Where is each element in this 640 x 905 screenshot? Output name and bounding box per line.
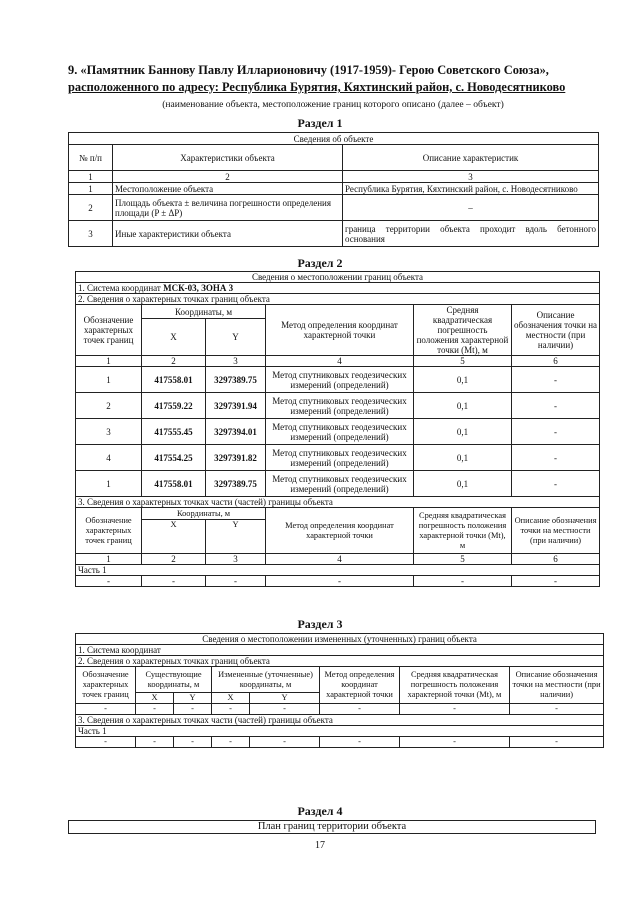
index-cell: 1 (76, 356, 142, 367)
header-method: Метод определения координат характерной точки (320, 667, 400, 704)
point-x: 417555.45 (142, 419, 206, 445)
empty-cell: - (174, 737, 212, 748)
row-description: граница территории объекта проходит вдоль бетонного основания (343, 221, 599, 247)
section-2-heading: Раздел 2 (297, 256, 343, 270)
index-cell: 5 (414, 554, 512, 565)
point-method: Метод спутниковых геодезических измерений (определений) (266, 393, 414, 419)
header-designation: Обозначение характерных точек границ (76, 305, 142, 356)
empty-cell: - (510, 704, 604, 715)
point-id: 3 (76, 419, 142, 445)
point-mt: 0,1 (414, 471, 512, 497)
index-cell: 1 (69, 171, 113, 183)
coord-system-label: 1. Система координат (78, 283, 161, 293)
header-description: Описание характеристик (343, 145, 599, 171)
table-row (69, 195, 599, 221)
table-row (76, 445, 600, 471)
index-cell: 4 (266, 554, 414, 565)
header-x: X (142, 319, 206, 356)
section-3-caption: Сведения о местоположении измененных (уточненных) границ объекта (76, 634, 604, 645)
header-y: Y (250, 693, 320, 704)
empty-cell: - (250, 737, 320, 748)
point-x: 417558.01 (142, 471, 206, 497)
header-x: X (212, 693, 250, 704)
empty-cell: - (400, 704, 510, 715)
header-method: Метод определения координат характерной точки (266, 508, 414, 554)
point-x: 417559.22 (142, 393, 206, 419)
point-y: 3297391.82 (206, 445, 266, 471)
empty-cell: - (320, 704, 400, 715)
empty-cell: - (400, 737, 510, 748)
index-cell: 2 (142, 356, 206, 367)
empty-cell: - (512, 576, 600, 587)
row-description: – (343, 195, 599, 221)
index-cell: 1 (76, 554, 142, 565)
coord-system-row: 1. Система координат (76, 645, 604, 656)
point-y: 3297394.01 (206, 419, 266, 445)
empty-cell: - (414, 576, 512, 587)
index-cell: 6 (512, 356, 600, 367)
point-id: 1 (76, 471, 142, 497)
empty-cell: - (136, 704, 174, 715)
header-y: Y (174, 693, 212, 704)
header-method: Метод определения координат характерной точки (266, 305, 414, 356)
header-x: X (142, 520, 206, 554)
section-4-caption: План границ территории объекта (69, 821, 596, 834)
point-method: Метод спутниковых геодезических измерений (определений) (266, 445, 414, 471)
row-description: Республика Бурятия, Кяхтинский район, с. Новодесятниково (343, 183, 599, 195)
header-x: X (136, 693, 174, 704)
index-cell: 2 (142, 554, 206, 565)
index-cell: 3 (206, 356, 266, 367)
empty-cell: - (76, 576, 142, 587)
section-4-heading: Раздел 4 (297, 804, 343, 818)
point-id: 1 (76, 367, 142, 393)
section-3-heading: Раздел 3 (297, 617, 343, 631)
table-row (76, 393, 600, 419)
table-row (76, 576, 600, 587)
index-cell: 2 (113, 171, 343, 183)
index-cell: 4 (266, 356, 414, 367)
points-caption: 2. Сведения о характерных точках границ объекта (76, 656, 604, 667)
header-existing-coords: Существующие координаты, м (136, 667, 212, 693)
points-caption: 2. Сведения о характерных точках границ объекта (76, 294, 600, 305)
empty-cell: - (510, 737, 604, 748)
title-subtitle: (наименование объекта, местоположение границ которого описано (далее – объект) (162, 99, 504, 110)
empty-cell: - (142, 576, 206, 587)
coord-system-value: МСК-03, ЗОНА 3 (163, 283, 234, 293)
header-y: Y (206, 319, 266, 356)
header-point-description: Описание обозначения точки на местности (при наличии) (512, 508, 600, 554)
empty-cell: - (174, 704, 212, 715)
section-1-heading: Раздел 1 (297, 116, 343, 130)
empty-cell: - (320, 737, 400, 748)
header-characteristic: Характеристики объекта (113, 145, 343, 171)
point-description: - (512, 445, 600, 471)
point-mt: 0,1 (414, 393, 512, 419)
header-error: Средняя квадратическая погрешность положения характерной точки (Mt), м (414, 508, 512, 554)
point-mt: 0,1 (414, 419, 512, 445)
row-characteristic: Местоположение объекта (113, 183, 343, 195)
table-row (69, 183, 599, 195)
row-number: 1 (69, 183, 113, 195)
parts-caption: 3. Сведения о характерных точках части (частей) границы объекта (76, 715, 604, 726)
table-row (76, 367, 600, 393)
section-2-table (75, 271, 600, 587)
header-num: № п/п (69, 145, 113, 171)
section-4-table (68, 820, 596, 834)
section-1-caption: Сведения об объекте (69, 133, 599, 145)
empty-cell: - (212, 737, 250, 748)
title-line-2: расположенного по адресу: Республика Бурятия, Кяхтинский район, с. Новодесятниково (68, 80, 566, 94)
header-point-description: Описание обозначения точки на местности (при наличии) (510, 667, 604, 704)
index-cell: 3 (206, 554, 266, 565)
table-row (76, 737, 604, 748)
index-cell: 5 (414, 356, 512, 367)
table-row (76, 419, 600, 445)
point-id: 2 (76, 393, 142, 419)
empty-cell: - (266, 576, 414, 587)
point-method: Метод спутниковых геодезических измерений (определений) (266, 367, 414, 393)
part-label: Часть 1 (76, 726, 604, 737)
point-y: 3297391.94 (206, 393, 266, 419)
point-method: Метод спутниковых геодезических измерений (определений) (266, 419, 414, 445)
title-line-1: 9. «Памятник Баннову Павлу Илларионовичу (1917-1959)- Герою Советского Союза», (68, 63, 549, 77)
table-row (76, 471, 600, 497)
header-coords: Координаты, м (142, 508, 266, 520)
index-cell: 6 (512, 554, 600, 565)
header-coords: Координаты, м (142, 305, 266, 319)
point-x: 417558.01 (142, 367, 206, 393)
empty-cell: - (136, 737, 174, 748)
section-1-table (68, 132, 599, 247)
header-point-description: Описание обозначения точки на местности (при наличии) (512, 305, 600, 356)
empty-cell: - (250, 704, 320, 715)
point-description: - (512, 367, 600, 393)
section-2-caption: Сведения о местоположении границ объекта (76, 272, 600, 283)
header-error: Средняя квадратическая погрешность положения характерной точки (Mt), м (414, 305, 512, 356)
header-designation: Обозначение характерных точек границ (76, 667, 136, 704)
row-number: 3 (69, 221, 113, 247)
point-method: Метод спутниковых геодезических измерений (определений) (266, 471, 414, 497)
point-mt: 0,1 (414, 445, 512, 471)
parts-caption: 3. Сведения о характерных точках части (частей) границы объекта (76, 497, 600, 508)
empty-cell: - (206, 576, 266, 587)
row-characteristic: Площадь объекта ± величина погрешности определения площади (P ± ΔP) (113, 195, 343, 221)
empty-cell: - (76, 737, 136, 748)
row-number: 2 (69, 195, 113, 221)
coord-system-row (76, 283, 600, 294)
header-designation: Обозначение характерных точек границ (76, 508, 142, 554)
point-description: - (512, 419, 600, 445)
point-x: 417554.25 (142, 445, 206, 471)
empty-cell: - (212, 704, 250, 715)
empty-cell: - (76, 704, 136, 715)
document-title (68, 62, 598, 96)
point-description: - (512, 393, 600, 419)
page-number: 17 (315, 840, 325, 851)
header-error: Средняя квадратическая погрешность положения характерной точки (Mt), м (400, 667, 510, 704)
index-cell: 3 (343, 171, 599, 183)
point-y: 3297389.75 (206, 367, 266, 393)
point-y: 3297389.75 (206, 471, 266, 497)
header-changed-coords: Измененные (уточненные) координаты, м (212, 667, 320, 693)
table-row (76, 704, 604, 715)
point-mt: 0,1 (414, 367, 512, 393)
section-3-table (75, 633, 604, 748)
table-row (69, 221, 599, 247)
point-id: 4 (76, 445, 142, 471)
point-description: - (512, 471, 600, 497)
part-label: Часть 1 (76, 565, 600, 576)
header-y: Y (206, 520, 266, 554)
row-characteristic: Иные характеристики объекта (113, 221, 343, 247)
